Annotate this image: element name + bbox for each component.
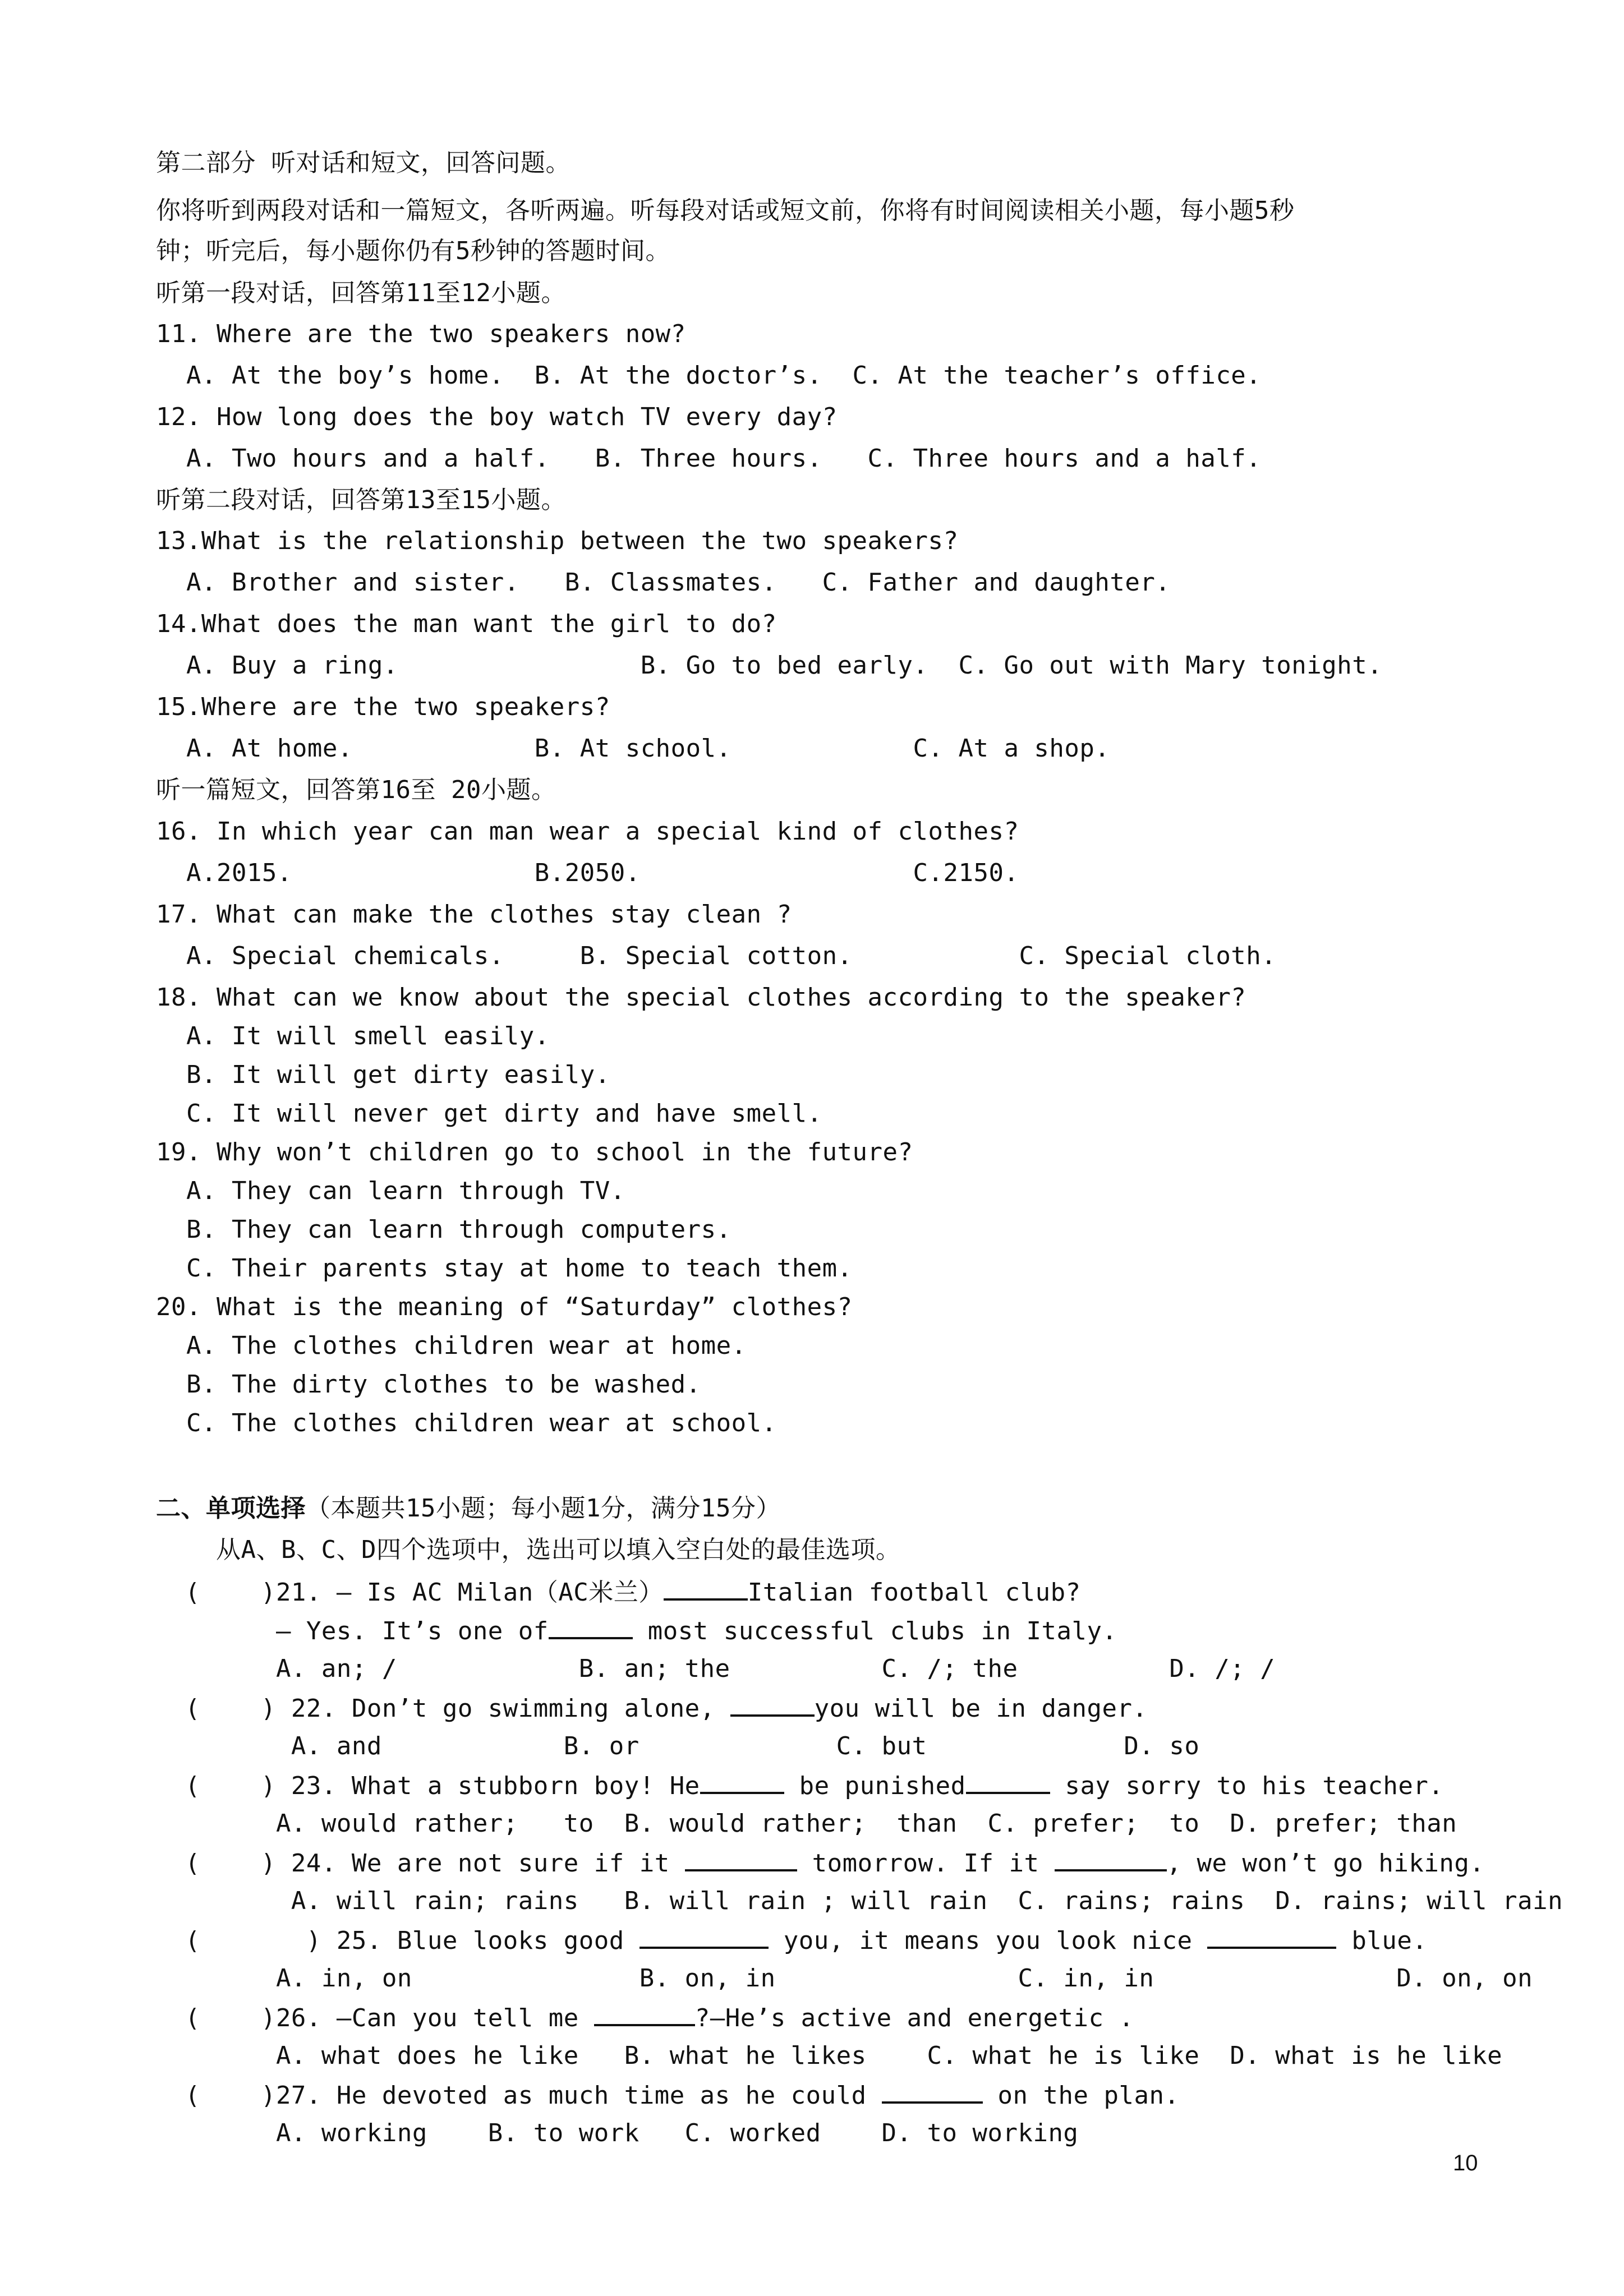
answer-blank xyxy=(594,2002,695,2026)
question-24-stem-c: , we won’t go hiking. xyxy=(1166,1849,1485,1878)
section2-instruction: 从A、B、C、D四个选项中，选出可以填入空白处的最佳选项。 xyxy=(216,1536,901,1564)
question-25 xyxy=(185,1924,1427,1957)
question-18-option-a: A. It will smell easily. xyxy=(156,1022,550,1050)
question-16-options: A.2015. B.2050. C.2150. xyxy=(156,859,1019,887)
section2-title-rest: （本题共15小题；每小题1分，满分15分） xyxy=(306,1494,781,1523)
answer-blank xyxy=(1055,1847,1167,1871)
answer-blank xyxy=(882,2079,983,2104)
answer-blank xyxy=(549,1615,633,1639)
question-21-options: A. an; / B. an; the C. /; the D. /; / xyxy=(185,1654,1276,1683)
question-11: 11. Where are the two speakers now? xyxy=(156,320,686,348)
question-24-stem-a: ( ) 24. We are not sure if it xyxy=(185,1849,685,1878)
section2-title-bold: 二、单项选择 xyxy=(156,1494,306,1523)
question-27-stem-b: on the plan. xyxy=(982,2081,1180,2110)
question-21-line2-b: most successful clubs in Italy. xyxy=(632,1617,1117,1645)
question-19: 19. Why won’t children go to school in the future? xyxy=(156,1138,913,1167)
question-19-option-b: B. They can learn through computers. xyxy=(156,1215,732,1244)
question-22 xyxy=(185,1692,1147,1725)
question-23-stem-b: be punished xyxy=(784,1772,966,1800)
part2-heading: 第二部分 听对话和短文，回答问题。 xyxy=(156,149,571,177)
answer-blank xyxy=(664,1576,748,1601)
question-25-stem-b: you, it means you look nice xyxy=(768,1926,1208,1955)
answer-blank xyxy=(966,1769,1050,1794)
question-21-stem-a: ( )21. — Is AC Milan（AC米兰） xyxy=(185,1578,664,1607)
part2-instruction-line2: 钟；听完后，每小题你仍有5秒钟的答题时间。 xyxy=(156,237,670,265)
question-18: 18. What can we know about the special clothes according to the speaker? xyxy=(156,983,1246,1012)
question-17-options: A. Special chemicals. B. Special cotton. C. Special cloth. xyxy=(156,942,1277,970)
answer-blank xyxy=(700,1769,784,1794)
question-16: 16. In which year can man wear a special kind of clothes? xyxy=(156,817,1019,846)
question-26-options: A. what does he like B. what he likes C. what he is like D. what is he like xyxy=(185,2041,1503,2070)
question-24 xyxy=(185,1847,1484,1879)
question-12-options: A. Two hours and a half. B. Three hours. C. Three hours and a half. xyxy=(156,444,1262,473)
question-22-stem-a: ( ) 22. Don’t go swimming alone, xyxy=(185,1694,730,1723)
answer-blank xyxy=(685,1847,797,1871)
question-21 xyxy=(185,1576,1081,1608)
answer-blank xyxy=(730,1692,815,1717)
question-20-option-b: B. The dirty clothes to be washed. xyxy=(156,1370,701,1399)
question-13-options: A. Brother and sister. B. Classmates. C. Father and daughter. xyxy=(156,568,1171,597)
question-21-line2 xyxy=(185,1615,1117,1647)
question-20-option-a: A. The clothes children wear at home. xyxy=(156,1331,747,1360)
question-24-options: A. will rain; rains B. will rain ; will rain C. rains; rains D. rains; will rain xyxy=(185,1887,1563,1915)
dialog2-instruction: 听第二段对话，回答第13至15小题。 xyxy=(156,486,566,514)
question-26-stem-a: ( )26. —Can you tell me xyxy=(185,2004,594,2032)
answer-blank xyxy=(640,1924,769,1949)
question-26 xyxy=(185,2002,1134,2034)
passage-instruction: 听一篇短文，回答第16至 20小题。 xyxy=(156,776,556,804)
question-23-options: A. would rather; to B. would rather; than C. prefer; to D. prefer; than xyxy=(185,1809,1457,1838)
question-15: 15.Where are the two speakers? xyxy=(156,693,610,721)
question-23-stem-c: say sorry to his teacher. xyxy=(1050,1772,1444,1800)
question-25-options: A. in, on B. on, in C. in, in D. on, on xyxy=(185,1964,1533,1993)
question-14-options: A. Buy a ring. B. Go to bed early. C. Go out with Mary tonight. xyxy=(156,651,1383,680)
question-27 xyxy=(185,2079,1179,2111)
part2-instruction-line1: 你将听到两段对话和一篇短文，各听两遍。听每段对话或短文前，你将有时间阅读相关小题，每小题5秒 xyxy=(156,196,1295,225)
question-19-option-a: A. They can learn through TV. xyxy=(156,1177,625,1205)
question-26-stem-b: ?—He’s active and energetic . xyxy=(694,2004,1134,2032)
question-18-option-c: C. It will never get dirty and have smell. xyxy=(156,1099,822,1128)
page-number: 10 xyxy=(1453,2151,1478,2175)
question-23-stem-a: ( ) 23. What a stubborn boy! He xyxy=(185,1772,700,1800)
question-25-stem-a: ( ) 25. Blue looks good xyxy=(185,1926,640,1955)
question-20: 20. What is the meaning of “Saturday” clothes? xyxy=(156,1293,853,1321)
question-24-stem-b: tomorrow. If it xyxy=(797,1849,1055,1878)
question-21-line2-a: — Yes. It’s one of xyxy=(185,1617,549,1645)
dialog1-instruction: 听第一段对话，回答第11至12小题。 xyxy=(156,279,566,307)
question-23 xyxy=(185,1769,1443,1802)
answer-blank xyxy=(1207,1924,1336,1949)
question-22-stem-b: you will be in danger. xyxy=(814,1694,1148,1723)
question-27-stem-a: ( )27. He devoted as much time as he could xyxy=(185,2081,882,2110)
question-18-option-b: B. It will get dirty easily. xyxy=(156,1061,610,1089)
question-17: 17. What can make the clothes stay clean ? xyxy=(156,900,792,929)
question-12: 12. How long does the boy watch TV every day? xyxy=(156,403,838,431)
question-19-option-c: C. Their parents stay at home to teach them. xyxy=(156,1254,853,1283)
question-11-options: A. At the boy’s home. B. At the doctor’s. C. At the teacher’s office. xyxy=(156,361,1262,390)
question-13: 13.What is the relationship between the two speakers? xyxy=(156,527,959,555)
question-27-options: A. working B. to work C. worked D. to working xyxy=(185,2119,1079,2147)
question-20-option-c: C. The clothes children wear at school. xyxy=(156,1409,777,1437)
question-15-options: A. At home. B. At school. C. At a shop. xyxy=(156,734,1110,763)
section2-title xyxy=(156,1493,781,1524)
question-22-options: A. and B. or C. but D. so xyxy=(185,1732,1200,1760)
question-21-stem-b: Italian football club? xyxy=(747,1578,1081,1607)
question-25-stem-c: blue. xyxy=(1336,1926,1428,1955)
question-14: 14.What does the man want the girl to do? xyxy=(156,610,777,638)
